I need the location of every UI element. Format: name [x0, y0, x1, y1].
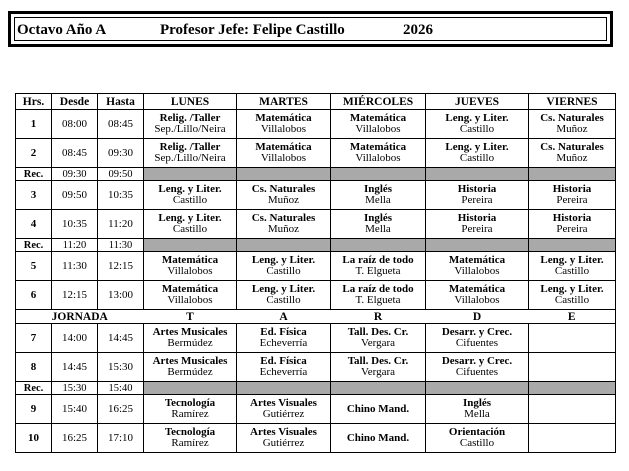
subject-name: Chino Mand.: [346, 431, 410, 444]
teacher-name: Echeverría: [259, 366, 308, 378]
course-title: Octavo Año A: [17, 22, 107, 38]
hour-cell: Rec.: [16, 168, 52, 181]
to-time-cell: 14:45: [98, 324, 144, 353]
teacher-name: Villalobos: [167, 294, 213, 306]
subject-cell: [144, 424, 237, 453]
subject-cell: [237, 110, 331, 139]
teacher-name: Vergara: [361, 337, 395, 349]
recess-row: [16, 168, 616, 181]
subject-name: Leng. y Liter.: [158, 212, 222, 224]
subject-cell: [237, 210, 331, 239]
subject-cell: [331, 281, 426, 310]
subject-cell: [144, 139, 237, 168]
tarde-letter: E: [529, 310, 616, 324]
subject-name: Desarr. y Crec.: [441, 355, 513, 367]
class-row: [16, 324, 616, 353]
year-title: 2026: [403, 22, 433, 38]
recess-shade: [426, 239, 529, 252]
subject-cell: [331, 353, 426, 382]
teacher-name: Villalobos: [355, 123, 401, 135]
hour-cell: 7: [16, 324, 52, 353]
from-time-cell: 08:45: [52, 139, 98, 168]
recess-row: [16, 382, 616, 395]
teacher-name: Echeverría: [259, 337, 308, 349]
subject-cell: [529, 252, 616, 281]
teacher-name: Villalobos: [454, 265, 500, 277]
recess-shade: [426, 382, 529, 395]
subject-name: Artes Visuales: [250, 426, 317, 438]
from-time-cell: 09:30: [52, 168, 98, 181]
subject-cell: [529, 424, 616, 453]
to-time-cell: 12:15: [98, 252, 144, 281]
to-time-cell: 15:30: [98, 353, 144, 382]
teacher-name: Castillo: [459, 152, 495, 164]
subject-cell: [144, 395, 237, 424]
subject-cell: [331, 324, 426, 353]
teacher-name: Vergara: [361, 366, 395, 378]
teacher-title: Profesor Jefe: Felipe Castillo: [160, 22, 345, 38]
teacher-name: Mella: [365, 223, 391, 235]
subject-name: Historia: [457, 212, 497, 224]
class-row: [16, 139, 616, 168]
subject-name: Matemática: [349, 141, 407, 153]
hour-cell: 9: [16, 395, 52, 424]
teacher-name: Castillo: [172, 223, 208, 235]
subject-name: Desarr. y Crec.: [441, 326, 513, 338]
hour-cell: 1: [16, 110, 52, 139]
from-time-cell: 14:45: [52, 353, 98, 382]
tarde-letter: T: [144, 310, 237, 324]
subject-cell: [144, 324, 237, 353]
teacher-name: Sep./Lillo/Neira: [154, 152, 226, 164]
teacher-name: Muñoz: [556, 152, 588, 164]
recess-row: [16, 239, 616, 252]
teacher-name: Castillo: [554, 294, 590, 306]
teacher-name: Mella: [464, 408, 490, 420]
subject-name: Tall. Des. Cr.: [347, 355, 409, 367]
subject-cell: [144, 252, 237, 281]
col-header-desde: Desde: [52, 94, 98, 110]
teacher-name: Muñoz: [267, 223, 300, 235]
to-time-cell: 10:35: [98, 181, 144, 210]
teacher-name: Pereira: [556, 223, 588, 235]
recess-shade: [331, 382, 426, 395]
subject-cell: [426, 353, 529, 382]
subject-cell: [529, 181, 616, 210]
subject-name: Matemática: [255, 112, 312, 124]
subject-name: Tall. Des. Cr.: [347, 326, 409, 338]
schedule-table: [15, 93, 616, 453]
teacher-name: Bermúdez: [167, 337, 213, 349]
subject-cell: [331, 181, 426, 210]
from-time-cell: 12:15: [52, 281, 98, 310]
subject-cell: [237, 353, 331, 382]
teacher-name: Gutiérrez: [262, 437, 305, 449]
class-row: [16, 110, 616, 139]
subject-name: Leng. y Liter.: [251, 283, 316, 295]
subject-name: Cs. Naturales: [540, 141, 604, 153]
subject-name: Leng. y Liter.: [251, 254, 316, 266]
subject-cell: [426, 110, 529, 139]
tarde-letter: A: [237, 310, 331, 324]
subject-cell: [426, 210, 529, 239]
subject-name: Artes Musicales: [152, 326, 228, 338]
tarde-letter: R: [331, 310, 426, 324]
teacher-name: Villalobos: [454, 294, 500, 306]
from-time-cell: 16:25: [52, 424, 98, 453]
subject-cell: [426, 139, 529, 168]
subject-cell: [144, 281, 237, 310]
col-header-lunes: LUNES: [144, 94, 237, 110]
subject-cell: [331, 210, 426, 239]
subject-cell: [426, 181, 529, 210]
to-time-cell: 13:00: [98, 281, 144, 310]
subject-name: Relig. /Taller: [159, 112, 221, 124]
recess-shade: [426, 168, 529, 181]
subject-cell: [237, 181, 331, 210]
recess-shade: [144, 382, 237, 395]
teacher-name: Ramírez: [171, 437, 209, 449]
teacher-name: Muñoz: [267, 194, 300, 206]
recess-shade: [144, 168, 237, 181]
subject-cell: [426, 395, 529, 424]
subject-cell: [529, 139, 616, 168]
class-row: [16, 252, 616, 281]
teacher-name: Pereira: [461, 194, 493, 206]
teacher-name: Gutiérrez: [262, 408, 305, 420]
teacher-name: Ramírez: [171, 408, 209, 420]
subject-cell: [426, 252, 529, 281]
hour-cell: 3: [16, 181, 52, 210]
teacher-name: Castillo: [459, 437, 495, 449]
to-time-cell: 09:50: [98, 168, 144, 181]
subject-cell: [331, 139, 426, 168]
to-time-cell: 08:45: [98, 110, 144, 139]
subject-name: Chino Mand.: [346, 402, 410, 415]
teacher-name: Cifuentes: [455, 366, 499, 378]
to-time-cell: 17:10: [98, 424, 144, 453]
subject-cell: [144, 353, 237, 382]
subject-name: Ed. Física: [260, 326, 307, 338]
teacher-name: Villalobos: [260, 123, 307, 135]
recess-shade: [237, 239, 331, 252]
subject-name: La raíz de todo: [342, 283, 414, 295]
subject-cell: [426, 324, 529, 353]
subject-cell: [331, 424, 426, 453]
from-time-cell: 15:30: [52, 382, 98, 395]
subject-name: Orientación: [448, 426, 506, 438]
subject-cell: [144, 210, 237, 239]
subject-name: Leng. y Liter.: [445, 141, 509, 153]
teacher-name: Villalobos: [260, 152, 307, 164]
hour-cell: 8: [16, 353, 52, 382]
teacher-name: Muñoz: [556, 123, 588, 135]
hour-cell: 5: [16, 252, 52, 281]
subject-cell: [529, 210, 616, 239]
subject-name: Ed. Física: [260, 355, 307, 367]
from-time-cell: 11:20: [52, 239, 98, 252]
subject-cell: [237, 395, 331, 424]
class-row: [16, 395, 616, 424]
col-header-jueves: JUEVES: [426, 94, 529, 110]
subject-cell: [237, 139, 331, 168]
schedule-body: [16, 94, 616, 453]
recess-shade: [331, 168, 426, 181]
subject-name: La raíz de todo: [342, 254, 414, 266]
teacher-name: Villalobos: [355, 152, 401, 164]
teacher-name: Castillo: [266, 294, 301, 306]
recess-shade: [529, 239, 616, 252]
from-time-cell: 10:35: [52, 210, 98, 239]
subject-name: Leng. y Liter.: [540, 283, 604, 295]
class-row: [16, 424, 616, 453]
teacher-name: Villalobos: [167, 265, 213, 277]
to-time-cell: 15:40: [98, 382, 144, 395]
jornada-label: JORNADA: [16, 310, 144, 324]
jornada-row: [16, 310, 616, 324]
col-header-viernes: VIERNES: [529, 94, 616, 110]
subject-cell: [237, 324, 331, 353]
recess-shade: [529, 382, 616, 395]
teacher-name: T. Elgueta: [355, 265, 401, 277]
subject-name: Leng. y Liter.: [540, 254, 604, 266]
class-row: [16, 210, 616, 239]
hour-cell: Rec.: [16, 239, 52, 252]
from-time-cell: 15:40: [52, 395, 98, 424]
teacher-name: Cifuentes: [455, 337, 499, 349]
from-time-cell: 08:00: [52, 110, 98, 139]
recess-shade: [331, 239, 426, 252]
subject-cell: [529, 395, 616, 424]
subject-name: Matemática: [448, 283, 506, 295]
recess-shade: [529, 168, 616, 181]
class-row: [16, 353, 616, 382]
from-time-cell: 11:30: [52, 252, 98, 281]
subject-cell: [331, 110, 426, 139]
hour-cell: 6: [16, 281, 52, 310]
hour-cell: 10: [16, 424, 52, 453]
teacher-name: Pereira: [556, 194, 588, 206]
subject-cell: [426, 281, 529, 310]
subject-name: Tecnología: [164, 426, 216, 438]
teacher-name: Mella: [365, 194, 391, 206]
subject-cell: [237, 424, 331, 453]
teacher-name: T. Elgueta: [355, 294, 401, 306]
hour-cell: 2: [16, 139, 52, 168]
teacher-name: Castillo: [172, 194, 208, 206]
subject-cell: [237, 252, 331, 281]
recess-shade: [237, 168, 331, 181]
teacher-name: Pereira: [461, 223, 493, 235]
subject-name: Matemática: [255, 141, 312, 153]
from-time-cell: 09:50: [52, 181, 98, 210]
col-header-hrs: Hrs.: [16, 94, 52, 110]
subject-cell: [144, 181, 237, 210]
subject-cell: [331, 252, 426, 281]
col-header-hasta: Hasta: [98, 94, 144, 110]
subject-name: Cs. Naturales: [251, 212, 316, 224]
subject-name: Tecnología: [164, 397, 216, 409]
subject-name: Inglés: [462, 397, 492, 409]
teacher-name: Castillo: [459, 123, 495, 135]
subject-cell: [426, 424, 529, 453]
tarde-letter: D: [426, 310, 529, 324]
subject-cell: [237, 281, 331, 310]
col-header-miercoles: MIÉRCOLES: [331, 94, 426, 110]
subject-cell: [529, 324, 616, 353]
subject-name: Matemática: [161, 254, 219, 266]
teacher-name: Bermúdez: [167, 366, 213, 378]
recess-shade: [237, 382, 331, 395]
subject-cell: [144, 110, 237, 139]
to-time-cell: 09:30: [98, 139, 144, 168]
subject-name: Historia: [552, 212, 592, 224]
to-time-cell: 11:30: [98, 239, 144, 252]
class-row: [16, 181, 616, 210]
from-time-cell: 14:00: [52, 324, 98, 353]
teacher-name: Sep./Lillo/Neira: [154, 123, 226, 135]
to-time-cell: 16:25: [98, 395, 144, 424]
class-row: [16, 281, 616, 310]
col-header-martes: MARTES: [237, 94, 331, 110]
subject-cell: [331, 395, 426, 424]
subject-name: Inglés: [363, 183, 393, 195]
subject-name: Cs. Naturales: [251, 183, 316, 195]
hour-cell: 4: [16, 210, 52, 239]
subject-name: Artes Musicales: [152, 355, 228, 367]
subject-name: Relig. /Taller: [159, 141, 221, 153]
subject-cell: [529, 353, 616, 382]
subject-name: Leng. y Liter.: [445, 112, 509, 124]
header-box: [8, 11, 613, 47]
subject-name: Leng. y Liter.: [158, 183, 222, 195]
subject-name: Artes Visuales: [250, 397, 317, 409]
subject-cell: [529, 110, 616, 139]
subject-name: Matemática: [349, 112, 407, 124]
recess-shade: [144, 239, 237, 252]
hour-cell: Rec.: [16, 382, 52, 395]
to-time-cell: 11:20: [98, 210, 144, 239]
teacher-name: Castillo: [266, 265, 301, 277]
teacher-name: Castillo: [554, 265, 590, 277]
header-row: [16, 94, 616, 110]
subject-name: Historia: [552, 183, 592, 195]
subject-name: Cs. Naturales: [540, 112, 604, 124]
subject-name: Matemática: [448, 254, 506, 266]
subject-name: Historia: [457, 183, 497, 195]
subject-name: Matemática: [161, 283, 219, 295]
subject-name: Inglés: [363, 212, 393, 224]
subject-cell: [529, 281, 616, 310]
